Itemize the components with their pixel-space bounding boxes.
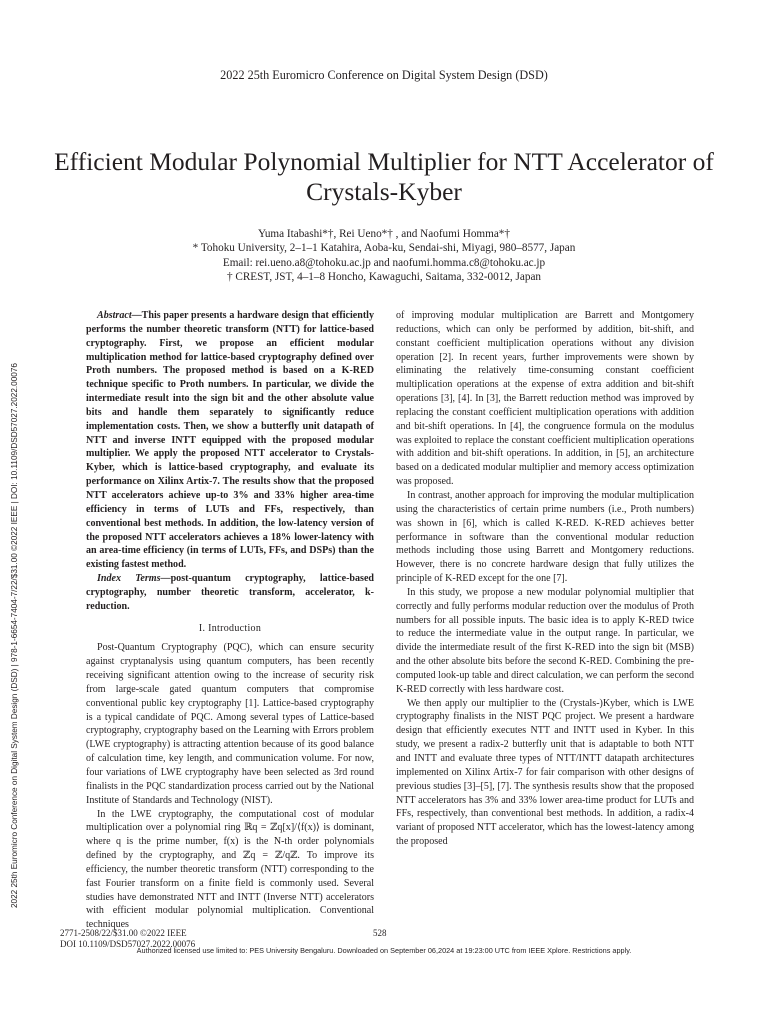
- intro-paragraph-1: Post-Quantum Cryptography (PQC), which can ensure security against cryptanalysis using quantum computers, has been recently receiving significant attention owing to the increase of security risk from large-scale gated quantum computers that compromise conventional public key cryptography [1]. Lattice-based cryptography is a typical candidate of PQC. Among several types of Lattice-based cryptography, cryptography based on the Learning with Errors problem (LWE cryptography) is attracting attention because of its good balance of calculation time, key length, and communication volume. For now, four variations of LWE cryptography have been selected as 3rd round finalists in the PQC standardization process carried out by the National Institute of Standards and Technology (NIST).: [86, 642, 374, 806]
- author-block: [0, 227, 768, 285]
- left-column: [86, 309, 374, 932]
- right-column: [396, 309, 694, 849]
- section-heading-introduction: I. Introduction: [198, 622, 262, 634]
- footer-doi: DOI 10.1109/DSD57027.2022.00076: [60, 938, 196, 949]
- index-terms-label: Index Terms: [97, 573, 161, 585]
- author-names: Yuma Itabashi*†, Rei Ueno*† , and Naofumi Homma*†: [258, 228, 510, 240]
- sidebar-citation-text: 2022 25th Euromicro Conference on Digital System Design (DSD) | 978-1-6654-7404-7/22/$31.00 ©2022 IEEE | DOI: 10.1109/DSD57027.2022.00076: [10, 363, 19, 908]
- author-email: Email: rei.ueno.a8@tohoku.ac.jp and naofumi.homma.c8@tohoku.ac.jp: [222, 256, 546, 269]
- paper-title: Efficient Modular Polynomial Multiplier for NTT Accelerator of Crystals-Kyber: [54, 147, 714, 206]
- intro-paragraph-6: We then apply our multiplier to the (Crystals-)Kyber, which is LWE cryptography finalists in the NIST PQC project. We present a hardware design that efficiently executes NTT and INTT used in Kyber. In this study, we present a radix-2 butterfly unit that is adaptable to both NTT and INTT and evaluate three types of NTT/INTT datapath architectures implemented on Xilinx Artix-7 for fair comparison with other designs of previous studies [3]–[5], [7]. The synthesis results show that the proposed NTT accelerators has 3% and 33% lower area-time product for LUTs and FFs, respectively, than conventional best methods. In addition, a radix-4 variant of proposed NTT accelerator, which has the lowest-latency among the proposed: [396, 697, 694, 848]
- intro-paragraph-4: In contrast, another approach for improving the modular multiplication using the characteristics of certain prime numbers (i.e., Proth numbers) was shown in [6], which is called K-RED. K-RED achieves better performance in software than the conventional modular reduction methods including those using Barrett and Montgomery reductions. However, there is no concrete hardware design that fully utilizes the principle of K-RED except for the one [7].: [396, 489, 694, 585]
- affiliation-tohoku: * Tohoku University, 2–1–1 Katahira, Aoba-ku, Sendai-shi, Miyagi, 980–8577, Japan: [192, 242, 576, 255]
- intro-paragraph-2: In the LWE cryptography, the computational cost of modular multiplication over a polynomial ring ℝq = ℤq[x]/⟨f(x)⟩ is dominant, where q is the prime number, f(x) is the N-th order polynomials defined by the cryptography, and ℤq = ℤ/qℤ. To improve its efficiency, the number theoretic transform (NTT) corresponding to the fast Fourier transform on a finite field is commonly used. Several studies have demonstrated NTT and INTT (Inverse NTT) accelerators with efficient modular polynomial multiplication. Conventional techniques: [86, 808, 374, 931]
- conference-header: 2022 25th Euromicro Conference on Digital System Design (DSD): [220, 68, 548, 82]
- abstract-text: —This paper presents a hardware design that efficiently performs the number theoretic transform (NTT) for lattice-based cryptography. First, we propose an efficient modular multiplication method for lattice-based cryptography defined over Proth numbers. The proposed method is based on a K-RED technique specific to Proth numbers. In particular, we divide the intermediate result into the sign bit and the other absolute value bits and handle them separately to significantly reduce implementation costs. Then, we show a butterfly unit datapath of NTT and inverse INTT equipped with the proposed modular multiplier. We apply the proposed NTT accelerator to Crystals-Kyber, which is lattice-based cryptography, and evaluate its performance on Xilinx Artix-7. The results show that the proposed NTT accelerators achieve up-to 3% and 33% higher area-time efficiency in terms of LUTs and FFs, respectively, than conventional best methods. In addition, the low-latency version of the proposed NTT accelerators achieves a 18% lower-latency with an area-time efficiency (in terms of LUTs, FFs, and DSPs) than the existing fastest method.: [86, 310, 374, 571]
- index-terms: [86, 572, 374, 614]
- abstract-label: Abstract: [97, 310, 132, 321]
- footer-issn: 2771-2508/22/$31.00 ©2022 IEEE: [60, 928, 187, 938]
- page-number: 528: [373, 928, 387, 938]
- license-notice: Authorized licensed use limited to: PES University Bengaluru. Downloaded on September 06,2024 at 19:23:00 UTC from IEEE Xplore. Restrictions apply.: [136, 946, 632, 955]
- intro-paragraph-3: of improving modular multiplication are Barrett and Montgomery reductions, which can only be performed by addition, bit-shift, and constant coefficient multiplication operations without any division operation [2]. In recent years, further improvements were shown by eliminating the relatively time-consuming constant coefficient multiplication operations at the expense of extra addition and bit-shift operations [3], [4]. In [3], the Barrett reduction method was improved by replacing the constant coefficient multiplication operations with addition and bit-shift operations. In [4], the congruence formula on the modulus was exploited to replace the constant coefficient multiplication operations with addition and bit-shift operations. In addition, in [5], an architecture based on a dedicated modular multiplier and memory access optimization was proposed.: [396, 310, 694, 488]
- index-terms-text: —post-quantum cryptography, lattice-based cryptography, number theoretic transform, accelerator, k-reduction.: [86, 573, 374, 612]
- affiliation-crest: † CREST, JST, 4–1–8 Honcho, Kawaguchi, Saitama, 332-0012, Japan: [226, 271, 542, 284]
- intro-paragraph-5: In this study, we propose a new modular polynomial multiplier that correctly and fully performs modular reduction over the modulus of Proth numbers for all possible inputs. The basic idea is to apply K-RED twice to reduce the intermediate value in the output range. In particular, we divide the intermediate result of the first K-RED into the sign bit (MSB) and the other absolute bits before the second K-RED. Combining the pre-computed look-up table and direct calculation, we can perform the second K-RED correctly with less hardware cost.: [396, 586, 694, 695]
- abstract: [86, 309, 374, 572]
- sidebar-citation: [3, 338, 17, 908]
